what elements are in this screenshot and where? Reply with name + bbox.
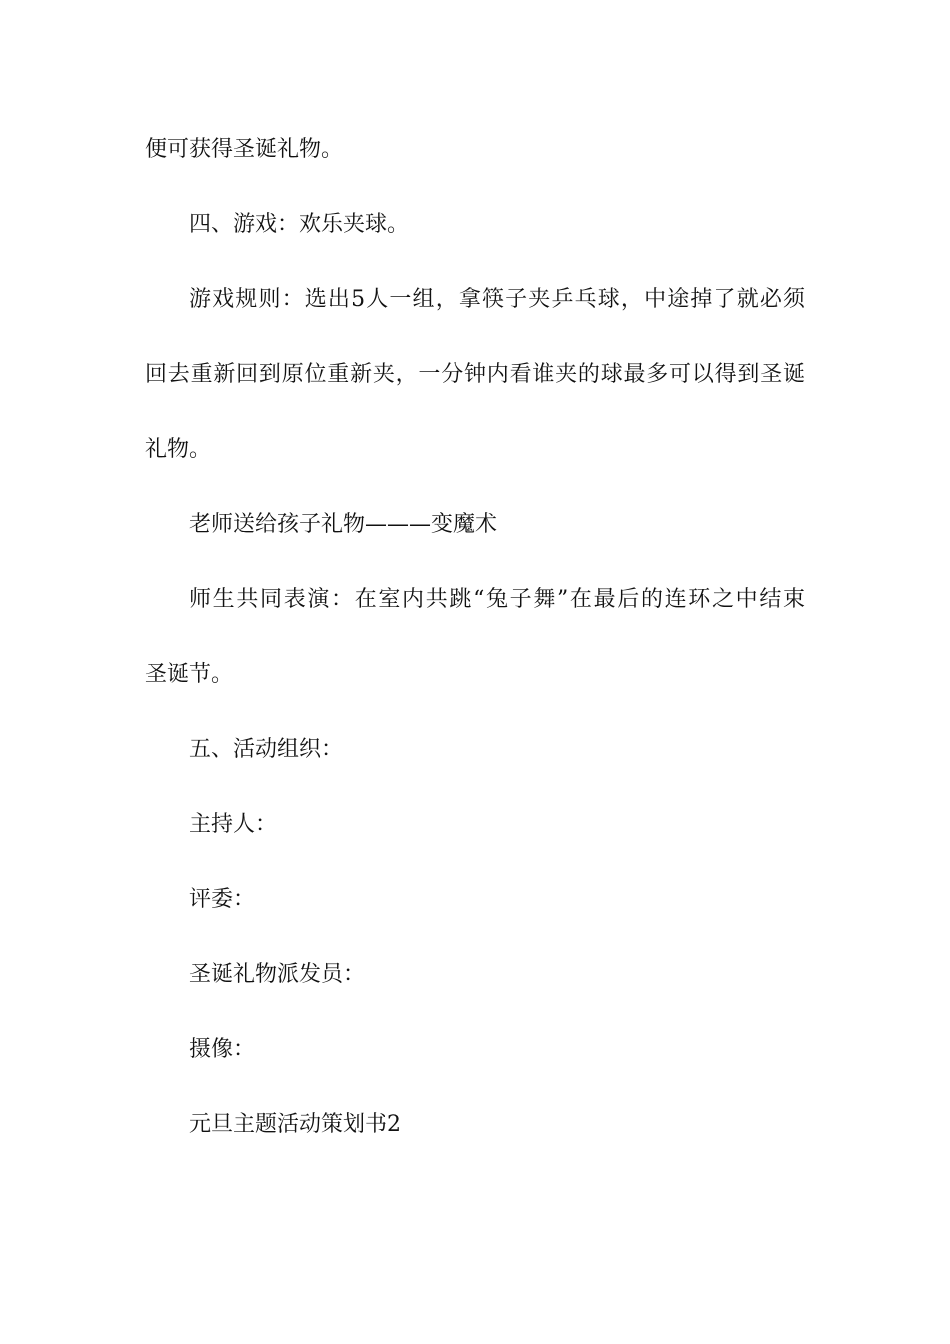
paragraph-line: 回去重新回到原位重新夹，一分钟内看谁夹的球最多可以得到圣诞 [145,362,805,387]
paragraph-line: 老师送给孩子礼物———变魔术 [189,512,498,537]
section-heading-game: 四、游戏：欢乐夹球。 [189,212,410,237]
role-camera: 摄像： [189,1037,256,1062]
paragraph-line: 礼物。 [145,437,212,462]
section-heading-organization: 五、活动组织： [189,737,344,762]
paragraph-line: 师生共同表演：在室内共跳“兔子舞”在最后的连环之中结束 [189,587,805,612]
document-title-2: 元旦主题活动策划书2 [189,1112,401,1137]
paragraph-line: 便可获得圣诞礼物。 [145,137,344,162]
paragraph-line: 圣诞节。 [145,662,234,687]
role-gift-distributor: 圣诞礼物派发员： [189,962,366,987]
role-host: 主持人： [189,812,278,837]
paragraph-line: 游戏规则：选出5人一组，拿筷子夹乒乓球，中途掉了就必须 [189,287,805,312]
role-judge: 评委： [189,887,256,912]
